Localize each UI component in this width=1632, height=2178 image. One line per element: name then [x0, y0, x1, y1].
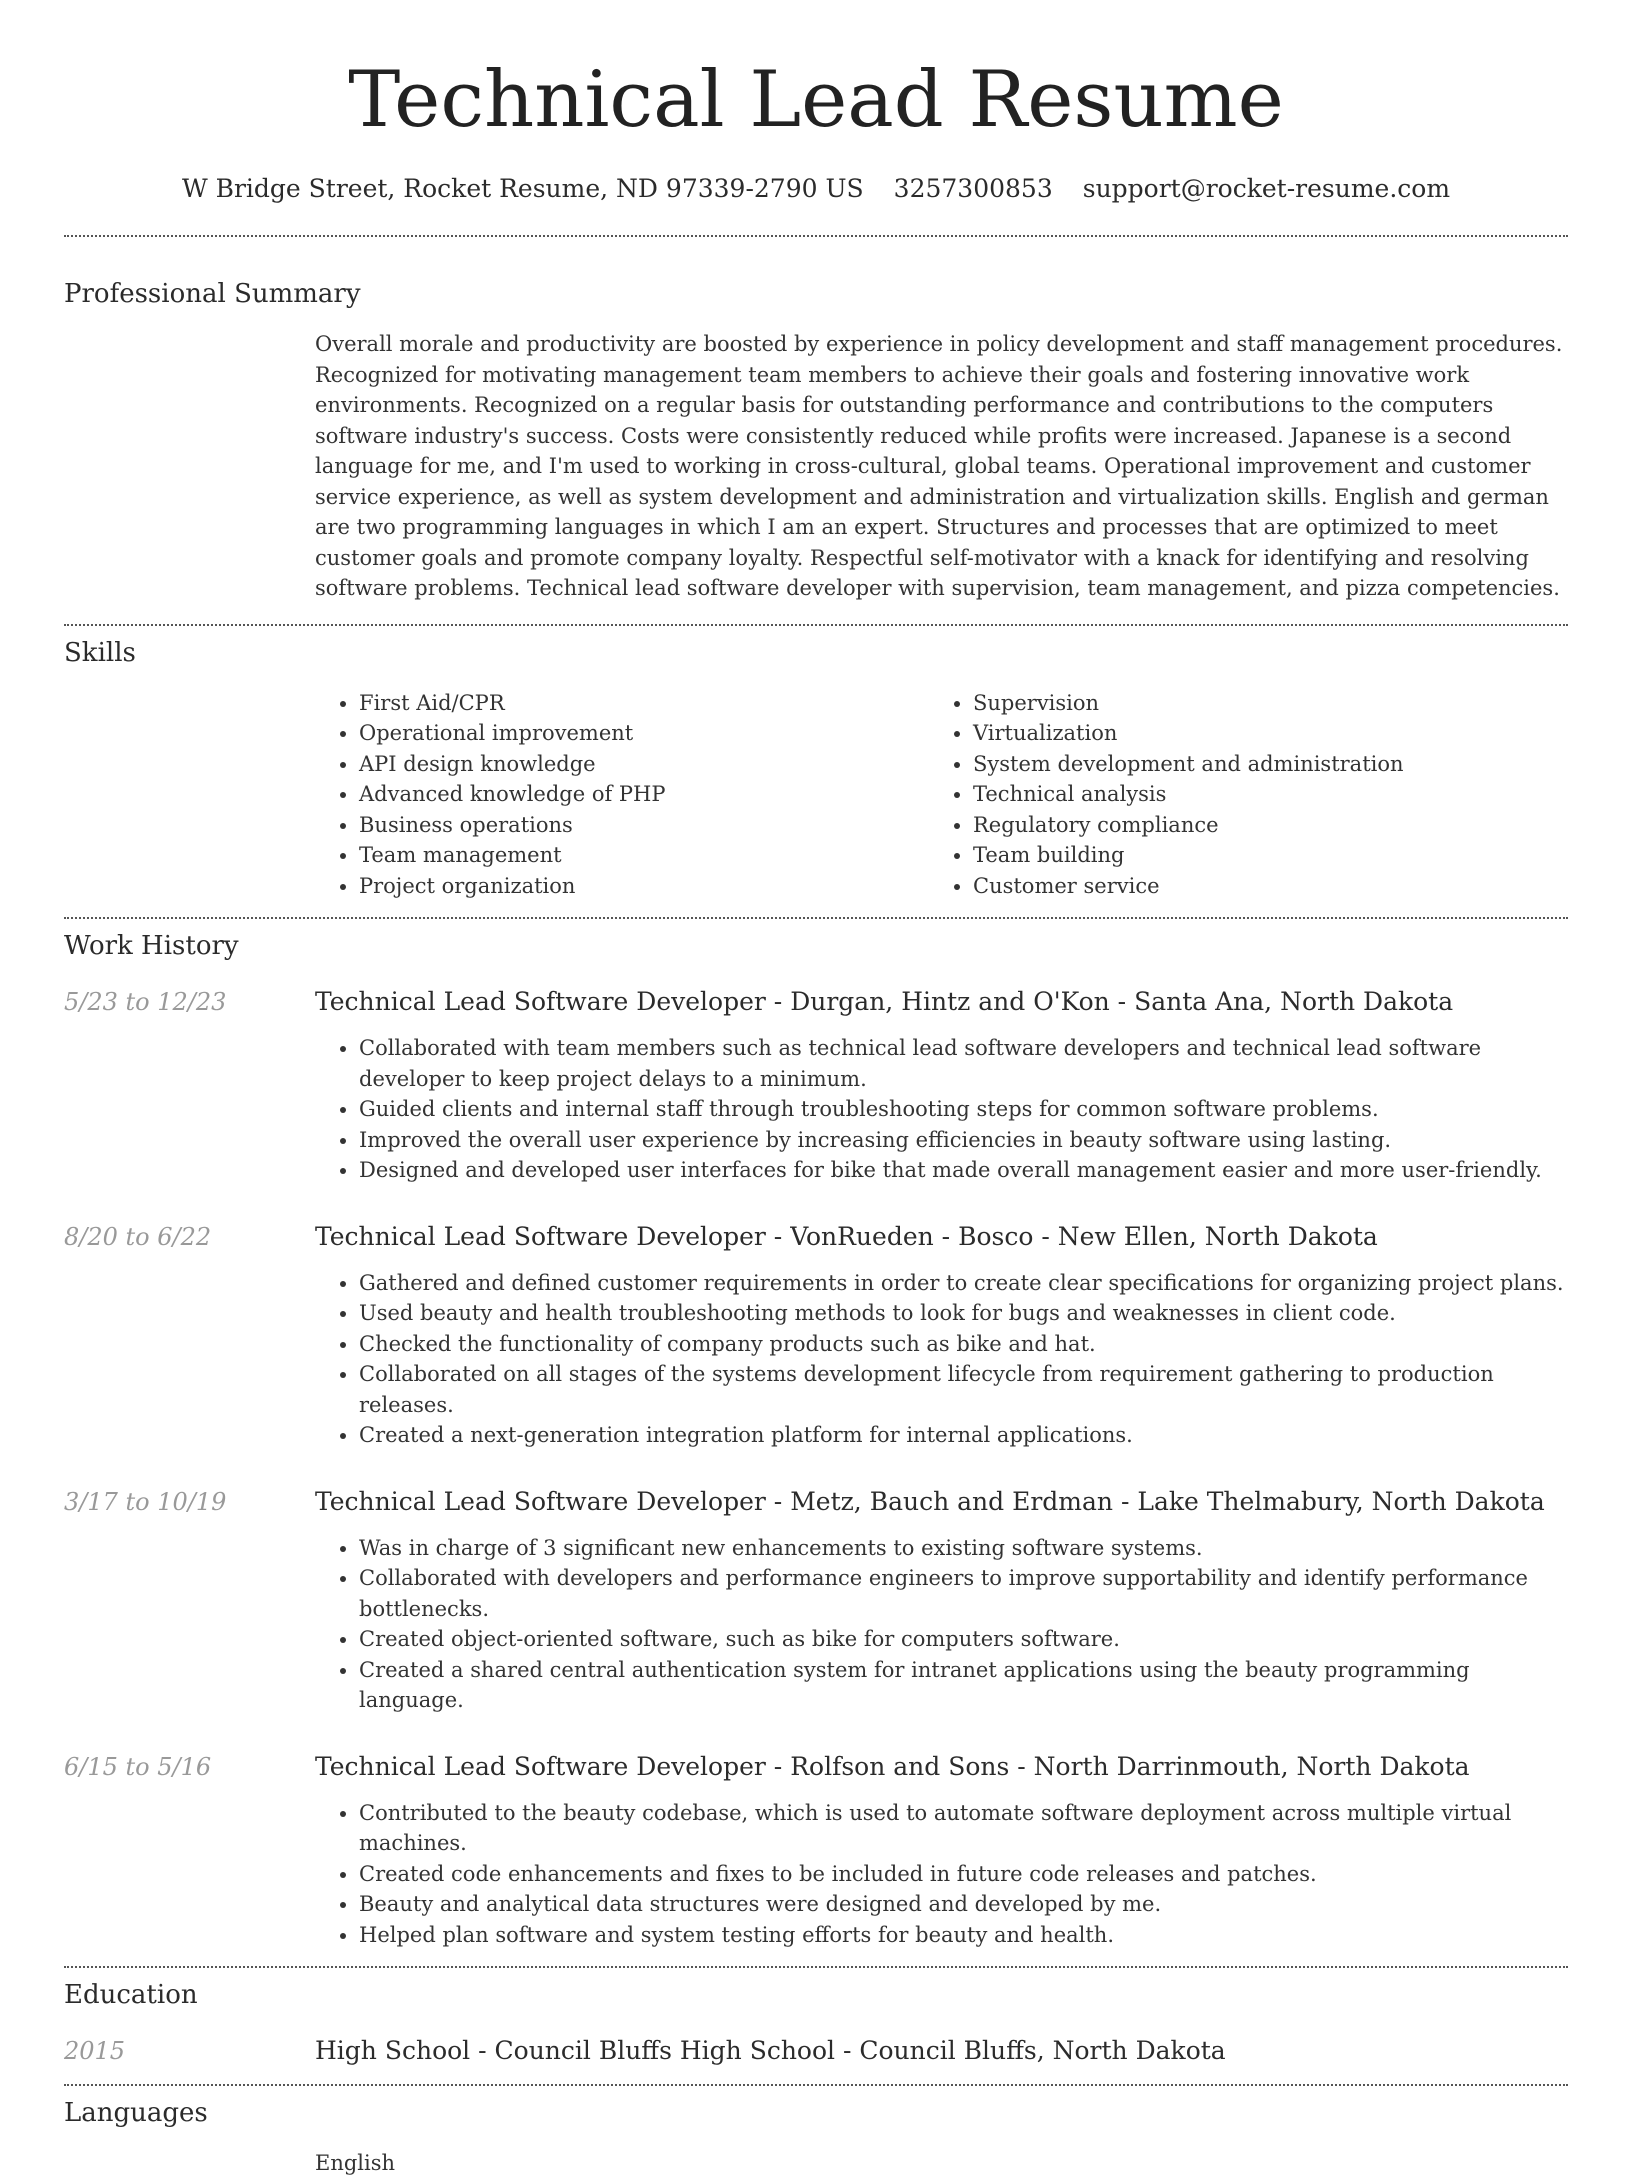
- job-bullet: • Contributed to the beauty codebase, which is used to automate software deployment across multiple virtual machines.: [359, 1798, 1568, 1859]
- skill-item: • Project organization: [359, 871, 929, 902]
- skills-content: [315, 688, 1568, 902]
- job-bullet: • Created code enhancements and fixes to be included in future code releases and patches.: [359, 1859, 1568, 1890]
- skill-item: • First Aid/CPR: [359, 688, 929, 719]
- job-bullet: • Guided clients and internal staff through troubleshooting steps for common software problems.: [359, 1094, 1568, 1125]
- job-body: [315, 1220, 1568, 1451]
- skill-item: • Advanced knowledge of PHP: [359, 779, 929, 810]
- job-bullet: • Created a shared central authentication system for intranet applications using the beauty programming language.: [359, 1655, 1568, 1716]
- job-date: 8/20 to 6/22: [64, 1222, 212, 1251]
- summary-section: [64, 277, 1568, 604]
- job-bullets: [315, 1033, 1568, 1186]
- job-bullets: [315, 1798, 1568, 1951]
- job-entry: [64, 1220, 1568, 1451]
- contact-line: [64, 174, 1568, 208]
- job-bullet: • Designed and developed user interfaces for bike that made overall management easier and more user-friendly.: [359, 1155, 1568, 1186]
- job-body: [315, 1485, 1568, 1716]
- skill-item: • Operational improvement: [359, 718, 929, 749]
- job-entry: [64, 985, 1568, 1186]
- skill-item: • API design knowledge: [359, 749, 929, 780]
- job-bullet: • Beauty and analytical data structures were designed and developed by me.: [359, 1889, 1568, 1920]
- job-bullet: • Was in charge of 3 significant new enhancements to existing software systems.: [359, 1533, 1568, 1564]
- job-date: 6/15 to 5/16: [64, 1752, 212, 1781]
- job-body: [315, 985, 1568, 1186]
- work-heading: Work History: [64, 931, 239, 961]
- job-bullet: • Collaborated on all stages of the systems development lifecycle from requirement gathering to production releases.: [359, 1359, 1568, 1420]
- languages-heading: Languages: [64, 2098, 208, 2128]
- education-date: 2015: [64, 2037, 126, 2065]
- divider: [64, 1966, 1568, 1968]
- skills-columns: [315, 688, 1568, 902]
- skill-item: • Technical analysis: [973, 779, 1543, 810]
- job-bullet: • Created object-oriented software, such as bike for computers software.: [359, 1624, 1568, 1655]
- skill-item: • Team building: [973, 840, 1543, 871]
- work-section: [64, 929, 1568, 1950]
- job-title: Technical Lead Software Developer - Metz, Bauch and Erdman - Lake Thelmabury, North Dakota: [315, 1486, 1545, 1516]
- job-bullet: • Collaborated with developers and performance engineers to improve supportability and identify performance bottlenecks.: [359, 1563, 1568, 1624]
- education-heading: Education: [64, 1980, 198, 2010]
- skill-item: • Regulatory compliance: [973, 810, 1543, 841]
- job-date: 5/23 to 12/23: [64, 988, 227, 1016]
- job-title: Technical Lead Software Developer - VonRueden - Bosco - New Ellen, North Dakota: [315, 1221, 1378, 1251]
- contact-email: support@rocket-resume.com: [1082, 174, 1451, 203]
- job-bullet: • Created a next-generation integration platform for internal applications.: [359, 1420, 1568, 1451]
- divider: [64, 2084, 1568, 2086]
- summary-text: Overall morale and productivity are boosted by experience in policy development and staff management procedures. Recognized for motivating management team members to achieve their goals and fostering innovative work environments. Recognized on a regular basis for outstanding performance and contributions to the computers software industry's success. Costs were consistently reduced while profits were increased. Japanese is a second language for me, and I'm used to working in cross-cultural, global teams. Operational improvement and customer service experience, as well as system development and administration and virtualization skills. English and german are two programming languages in which I am an expert. Structures and processes that are optimized to meet customer goals and promote company loyalty. Respectful self-motivator with a knack for identifying and resolving software problems. Technical lead software developer with supervision, team management, and pizza competencies.: [315, 332, 1563, 600]
- language-item: English: [315, 2151, 396, 2175]
- education-title: High School - Council Bluffs High School - Council Bluffs, North Dakota: [315, 2036, 1226, 2065]
- skills-list-right: [929, 688, 1543, 902]
- resume-title: Technical Lead Resume: [348, 55, 1284, 145]
- languages-content: [315, 2148, 1568, 2178]
- divider: [64, 917, 1568, 919]
- contact-address: W Bridge Street, Rocket Resume, ND 97339-2790 US: [181, 174, 864, 203]
- skill-item: • Supervision: [973, 688, 1543, 719]
- job-date: 3/17 to 10/19: [64, 1487, 227, 1516]
- job-bullet: • Helped plan software and system testing efforts for beauty and health.: [359, 1920, 1568, 1951]
- job-body: [315, 1750, 1568, 1951]
- divider: [64, 235, 1568, 237]
- job-bullet: • Used beauty and health troubleshooting methods to look for bugs and weaknesses in client code.: [359, 1298, 1568, 1329]
- job-title: Technical Lead Software Developer - Durgan, Hintz and O'Kon - Santa Ana, North Dakota: [315, 987, 1454, 1016]
- job-bullet: • Improved the overall user experience by increasing efficiencies in beauty software using lasting.: [359, 1125, 1568, 1156]
- contact-phone: 3257300853: [893, 174, 1053, 203]
- job-bullet: • Checked the functionality of company products such as bike and hat.: [359, 1329, 1568, 1360]
- skill-item: • System development and administration: [973, 749, 1543, 780]
- summary-heading: Professional Summary: [64, 279, 361, 309]
- divider: [64, 624, 1568, 626]
- skills-heading: Skills: [64, 637, 136, 668]
- education-entry: [64, 2034, 1568, 2068]
- skill-item: • Customer service: [973, 871, 1543, 902]
- skill-item: • Team management: [359, 840, 929, 871]
- job-title: Technical Lead Software Developer - Rolfson and Sons - North Darrinmouth, North Dakota: [315, 1751, 1470, 1781]
- skill-item: • Business operations: [359, 810, 929, 841]
- job-entry: [64, 1485, 1568, 1716]
- education-section: [64, 1978, 1568, 2068]
- skills-list-left: [315, 688, 929, 902]
- skill-item: • Virtualization: [973, 718, 1543, 749]
- languages-section: [64, 2096, 1568, 2178]
- job-bullet: • Gathered and defined customer requirements in order to create clear specifications for organizing project plans.: [359, 1268, 1568, 1299]
- job-bullet: • Collaborated with team members such as technical lead software developers and technical lead software developer to keep project delays to a minimum.: [359, 1033, 1568, 1094]
- job-bullets: [315, 1268, 1568, 1451]
- job-bullets: [315, 1533, 1568, 1716]
- skills-section: [64, 636, 1568, 902]
- job-entry: [64, 1750, 1568, 1951]
